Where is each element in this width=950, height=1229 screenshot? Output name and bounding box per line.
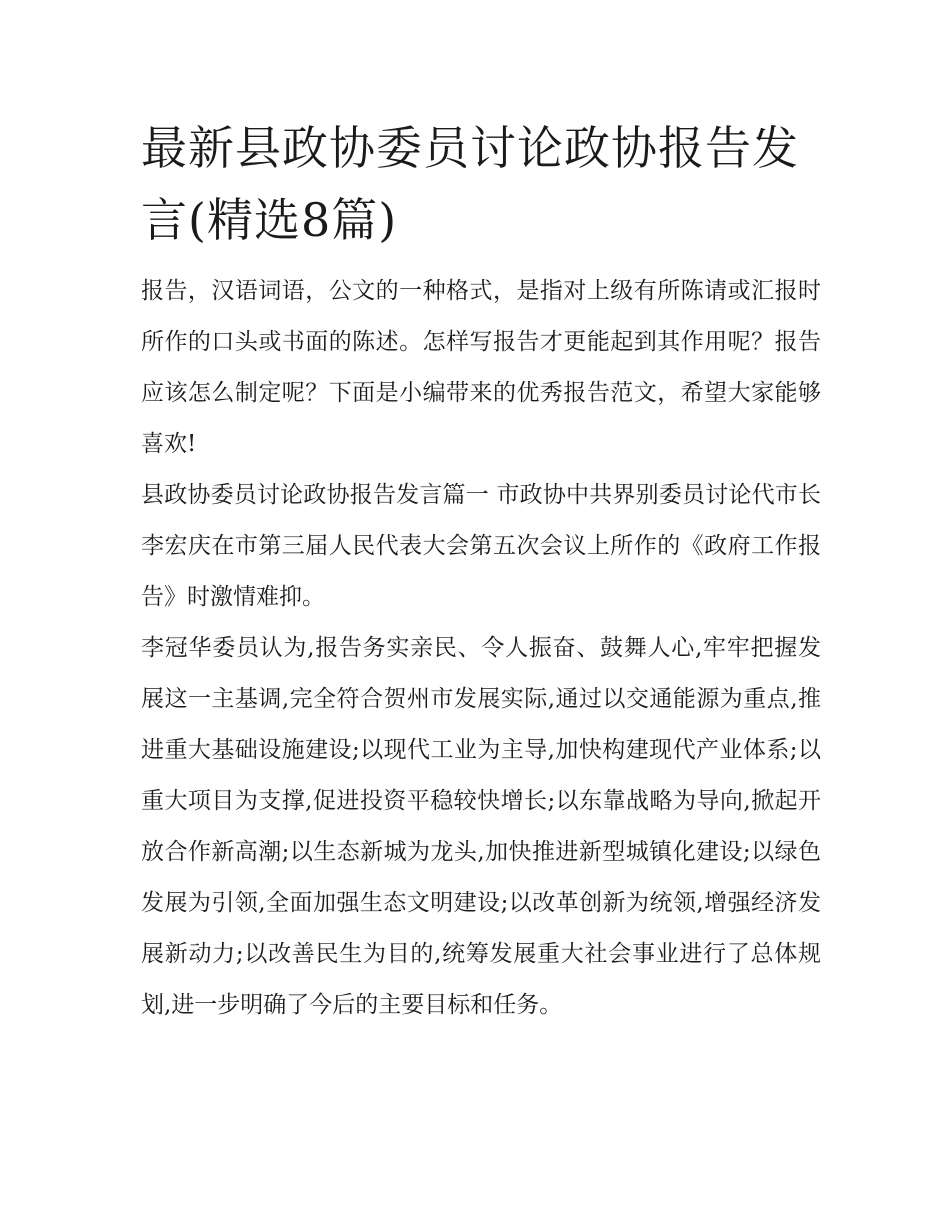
paragraph-section-one: 县政协委员讨论政协报告发言篇一 市政协中共界别委员讨论代市长李宏庆在市第三届人民代表大会第五次会议上所作的《政府工作报告》时激情难抑。: [141, 482, 821, 610]
paragraph-intro: 报告，汉语词语，公文的一种格式，是指对上级有所陈请或汇报时所作的口头或书面的陈述。怎样写报告才更能起到其作用呢？报告应该怎么制定呢？下面是小编带来的优秀报告范文，希望大家能够喜欢!: [141, 278, 821, 457]
document-title: 最新县政协委员讨论政协报告发言(精选8篇): [141, 121, 799, 247]
document-page: [141, 112, 821, 1031]
paragraph-li-guanhua: 李冠华委员认为,报告务实亲民、令人振奋、鼓舞人心,牢牢把握发展这一主基调,完全符合贺州市发展实际,通过以交通能源为重点,推进重大基础设施建设;以现代工业为主导,加快构建现代产业体系;以重大项目为支撑,促进投资平稳较快增长;以东靠战略为导向,掀起开放合作新高潮;以生态新城为龙头,加快推进新型城镇化建设;以绿色发展为引领,全面加强生态文明建设;以改革创新为统领,增强经济发展新动力;以改善民生为目的,统筹发展重大社会事业进行了总体规划,进一步明确了今后的主要目标和任务。: [141, 635, 821, 1018]
